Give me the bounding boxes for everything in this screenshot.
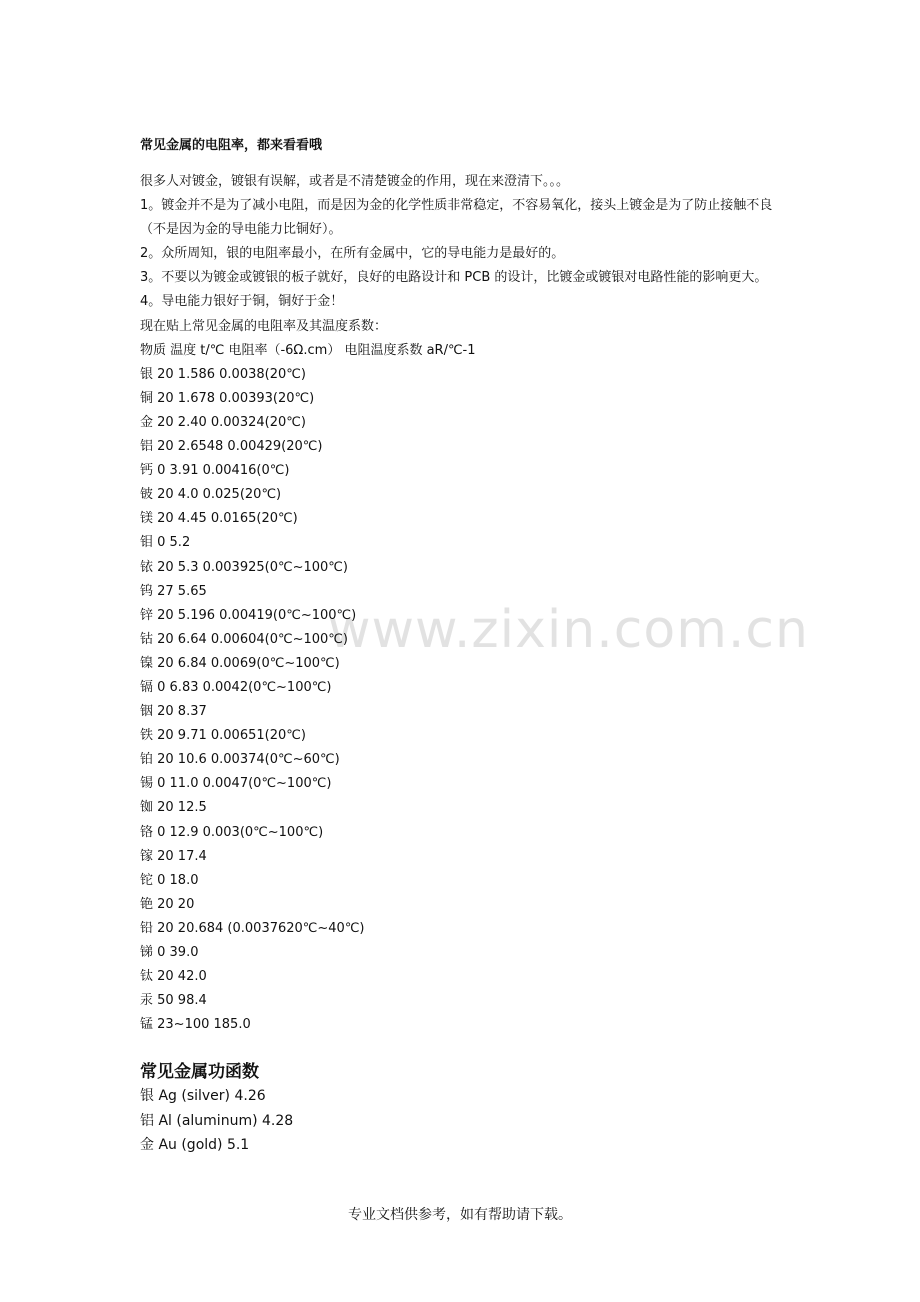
list-item: 铝 Al (aluminum) 4.28 bbox=[140, 1112, 294, 1129]
table-row: 镁 20 4.45 0.0165(20℃) bbox=[140, 511, 298, 527]
point-2: 2。众所周知，银的电阻率最小，在所有金属中，它的导电能力是最好的。 bbox=[140, 246, 565, 262]
table-row: 钨 27 5.65 bbox=[140, 583, 207, 599]
list-item: 金 Au (gold) 5.1 bbox=[140, 1137, 250, 1154]
document-title: 常见金属的电阻率，都来看看哦 bbox=[140, 138, 323, 153]
table-row: 铝 20 2.6548 0.00429(20℃) bbox=[140, 439, 323, 455]
table-row: 铟 20 8.37 bbox=[140, 704, 207, 720]
table-row: 镉 0 6.83 0.0042(0℃~100℃) bbox=[140, 679, 332, 695]
table-row: 钙 0 3.91 0.00416(0℃) bbox=[140, 463, 290, 479]
document-body bbox=[140, 136, 790, 1158]
list-item: 银 Ag (silver) 4.26 bbox=[140, 1088, 266, 1105]
table-row: 铍 20 4.0 0.025(20℃) bbox=[140, 487, 282, 503]
table-row: 铬 0 12.9 0.003(0℃~100℃) bbox=[140, 824, 324, 840]
table-row: 钛 20 42.0 bbox=[140, 969, 207, 985]
table-row: 铷 20 12.5 bbox=[140, 800, 207, 816]
page-footer: 专业文档供参考，如有帮助请下载。 bbox=[348, 1207, 572, 1223]
table-row: 钼 0 5.2 bbox=[140, 535, 191, 551]
table-row: 铱 20 5.3 0.003925(0℃~100℃) bbox=[140, 559, 348, 575]
table-row: 镍 20 6.84 0.0069(0℃~100℃) bbox=[140, 655, 340, 671]
work-function-list bbox=[140, 1084, 790, 1158]
table-row: 铯 20 20 bbox=[140, 896, 195, 912]
point-4: 4。导电能力银好于铜，铜好于金！ bbox=[140, 294, 344, 310]
table-row: 铅 20 20.684 (0.0037620℃~40℃) bbox=[140, 920, 365, 936]
watermark: www.zixin.com.cn bbox=[328, 600, 809, 660]
table-row: 银 20 1.586 0.0038(20℃) bbox=[140, 366, 306, 382]
table-row: 锌 20 5.196 0.00419(0℃~100℃) bbox=[140, 607, 357, 623]
work-function-title: 常见金属功函数 bbox=[140, 1062, 259, 1083]
resistivity-table bbox=[140, 363, 790, 1038]
table-row: 汞 50 98.4 bbox=[140, 993, 207, 1009]
point-1: 1。镀金并不是为了减小电阻，而是因为金的化学性质非常稳定，不容易氧化，接头上镀金是为了防止接触不良（不是因为金的导电能力比铜好）。 bbox=[140, 198, 773, 238]
table-row: 镓 20 17.4 bbox=[140, 848, 207, 864]
table-row: 铜 20 1.678 0.00393(20℃) bbox=[140, 390, 315, 406]
table-row: 锡 0 11.0 0.0047(0℃~100℃) bbox=[140, 776, 332, 792]
table-row: 铊 0 18.0 bbox=[140, 872, 199, 888]
table-intro: 现在贴上常见金属的电阻率及其温度系数： bbox=[140, 318, 388, 334]
table-row: 锰 23~100 185.0 bbox=[140, 1017, 251, 1033]
table-row: 铂 20 10.6 0.00374(0℃~60℃) bbox=[140, 752, 340, 768]
table-row: 钴 20 6.64 0.00604(0℃~100℃) bbox=[140, 631, 348, 647]
intro-paragraph: 很多人对镀金，镀银有误解，或者是不清楚镀金的作用，现在来澄清下。。。 bbox=[140, 174, 570, 189]
table-row: 锑 0 39.0 bbox=[140, 945, 199, 960]
table-row: 金 20 2.40 0.00324(20℃) bbox=[140, 414, 306, 430]
table-row: 铁 20 9.71 0.00651(20℃) bbox=[140, 728, 306, 744]
table-header: 物质 温度 t/℃ 电阻率（-6Ω.cm） 电阻温度系数 aR/℃-1 bbox=[140, 342, 476, 358]
point-3: 3。不要以为镀金或镀银的板子就好，良好的电路设计和 PCB 的设计，比镀金或镀银对电路性能的影响更大。 bbox=[140, 270, 768, 286]
